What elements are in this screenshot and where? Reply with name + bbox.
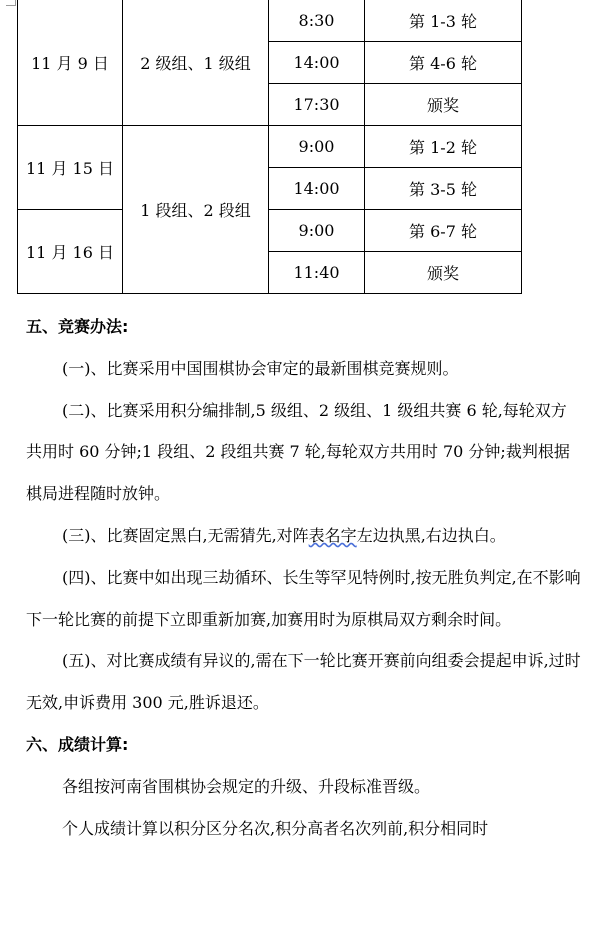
rule-item-3 (26, 515, 582, 557)
scoring-paragraph-1: 各组按河南省围棋协会规定的升级、升段标准晋级。 (62, 776, 431, 796)
rule-item-1: (一)、比赛采用中国围棋协会审定的最新围棋竞赛规则。 (62, 358, 459, 378)
round-cell: 第 6-7 轮 (365, 210, 522, 252)
document-body (26, 306, 582, 849)
section-heading-competition-rules: 五、竞赛办法: (26, 317, 129, 336)
section-heading-scoring: 六、成绩计算: (26, 734, 129, 754)
table-row (18, 210, 522, 252)
page-corner-mark (6, 0, 16, 6)
date-cell: 11 月 9 日 (18, 0, 123, 126)
time-cell: 14:00 (269, 42, 365, 84)
time-cell: 9:00 (269, 126, 365, 168)
round-cell: 第 1-3 轮 (365, 0, 522, 42)
rule-item-5: (五)、对比赛成绩有异议的,需在下一轮比赛开赛前向组委会提起申诉,过时无效,申诉费用 300 元,胜诉退还。 (26, 651, 581, 713)
rule-item-2: (二)、比赛采用积分编排制,5 级组、2 级组、1 级组共赛 6 轮,每轮双方共用时 60 分钟;1 段组、2 段组共赛 7 轮,每轮双方共用时 70 分钟;裁判根据棋局进程随时放钟。 (26, 400, 570, 504)
time-cell: 9:00 (269, 210, 365, 252)
rule-item-3-text-b: 左边执黑,右边执白。 (356, 525, 506, 545)
rule-item-4: (四)、比赛中如出现三劫循环、长生等罕见特例时,按无胜负判定,在不影响下一轮比赛的前提下立即重新加赛,加赛用时为原棋局双方剩余时间。 (26, 567, 581, 629)
group-cell: 2 级组、1 级组 (123, 0, 269, 126)
date-cell: 11 月 16 日 (18, 210, 123, 294)
round-cell: 第 3-5 轮 (365, 168, 522, 210)
round-cell: 第 4-6 轮 (365, 42, 522, 84)
group-cell: 1 段组、2 段组 (123, 126, 269, 294)
date-cell: 11 月 15 日 (18, 126, 123, 210)
round-cell: 颁奖 (365, 84, 522, 126)
round-cell: 第 1-2 轮 (365, 126, 522, 168)
time-cell: 14:00 (269, 168, 365, 210)
time-cell: 11:40 (269, 252, 365, 294)
time-cell: 17:30 (269, 84, 365, 126)
scoring-paragraph-2: 个人成绩计算以积分区分名次,积分高者名次列前,积分相同时 (62, 818, 489, 838)
round-cell: 颁奖 (365, 252, 522, 294)
table-row (18, 126, 522, 168)
time-cell: 8:30 (269, 0, 365, 42)
grammar-marked-text: 表名字 (308, 525, 357, 545)
rule-item-3-text-a: (三)、比赛固定黑白,无需猜先,对阵 (62, 525, 309, 545)
schedule-table (17, 0, 522, 294)
table-row (18, 0, 522, 42)
